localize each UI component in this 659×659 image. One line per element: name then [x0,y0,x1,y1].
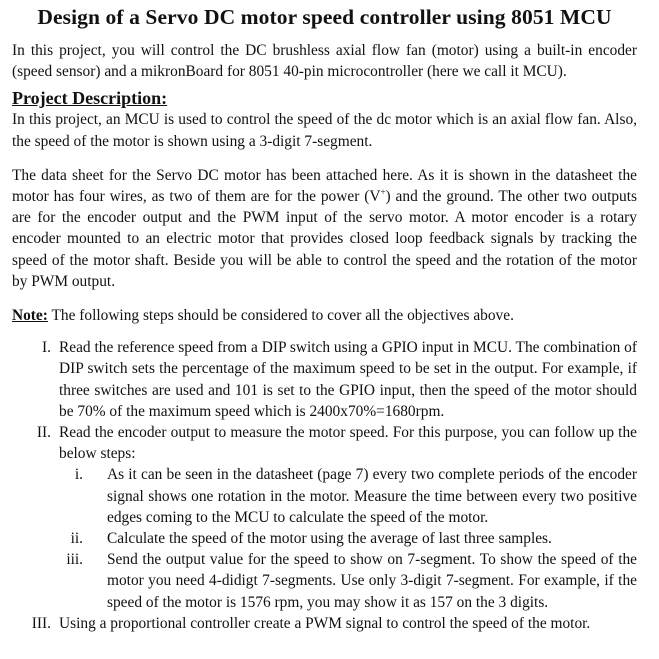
substep-number: iii. [66,551,83,569]
substep-number: ii. [70,530,83,548]
document-title: Design of a Servo DC motor speed controller using 8051 MCU [37,5,612,29]
step-item [12,613,637,634]
step-text: Read the encoder output to measure the motor speed. For this purpose, you can follow up the below steps: [59,424,637,463]
substeps-list [59,464,637,612]
substep-text: Send the output value for the speed to show on 7-segment. To show the speed of the motor you need 4-didigt 7-segments. Use only 3-digit 7-segment. For example, if the speed of the motor is 1576 rpm, you may show it as 157 on the 3 digits. [107,551,637,611]
step-number: I. [42,339,51,357]
description-paragraph-1: In this project, an MCU is used to control the speed of the dc motor which is an axial flow fan. Also, the speed of the motor is shown using a 3-digit 7-segment. [12,111,637,150]
substep-item [59,549,637,613]
note-label: Note: [12,307,48,325]
substep-item [59,528,637,549]
note-paragraph [12,305,637,326]
step-item [12,422,637,613]
project-description-heading: Project Description: [12,88,168,109]
substep-item [59,464,637,528]
step-text: Using a proportional controller create a PWM signal to control the speed of the motor. [59,614,591,632]
superscript-plus: + [380,186,386,197]
note-text: The following steps should be considered to cover all the objectives above. [47,307,514,325]
substep-number: i. [74,466,83,484]
step-text: Read the reference speed from a DIP switch using a GPIO input in MCU. The combination of DIP switch sets the percentage of the maximum speed to be set in the output. For example, if three switches are used and 101 is set to the GPIO input, then the speed of the motor should be 70% of the maximum speed which is 2400x70%=1680rpm. [59,339,637,420]
step-item [12,337,637,422]
step-number: III. [31,614,51,632]
description-paragraph-2-part-1: The data sheet for the Servo DC motor has been attached here. As it is shown in the datasheet the motor has four wires, as two of them are for the power (V [12,166,637,206]
substep-text: Calculate the speed of the motor using the average of last three samples. [107,530,552,548]
description-paragraph-2 [12,165,637,292]
step-number: II. [36,424,51,442]
intro-paragraph: In this project, you will control the DC brushless axial flow fan (motor) using a built-in encoder (speed sensor) and a mikronBoard for 8051 40-pin microcontroller (here we call it MCU). [12,42,637,81]
description-paragraph-2-part-2: ) and the ground. The other two outputs are for the encoder output and the PWM input of the servo motor. A motor encoder is a rotary encoder mounted to an electric motor that provides closed loop feedback signals by tracking the speed of the motor shaft. Beside you will be able to control the speed and the rotation of the motor by PWM output. [12,188,637,290]
substep-text: As it can be seen in the datasheet (page 7) every two complete periods of the encoder signal shows one rotation in the motor. Measure the time between every two positive edges coming to the MCU to calculate the speed of the motor. [107,466,637,526]
steps-list [12,337,637,634]
